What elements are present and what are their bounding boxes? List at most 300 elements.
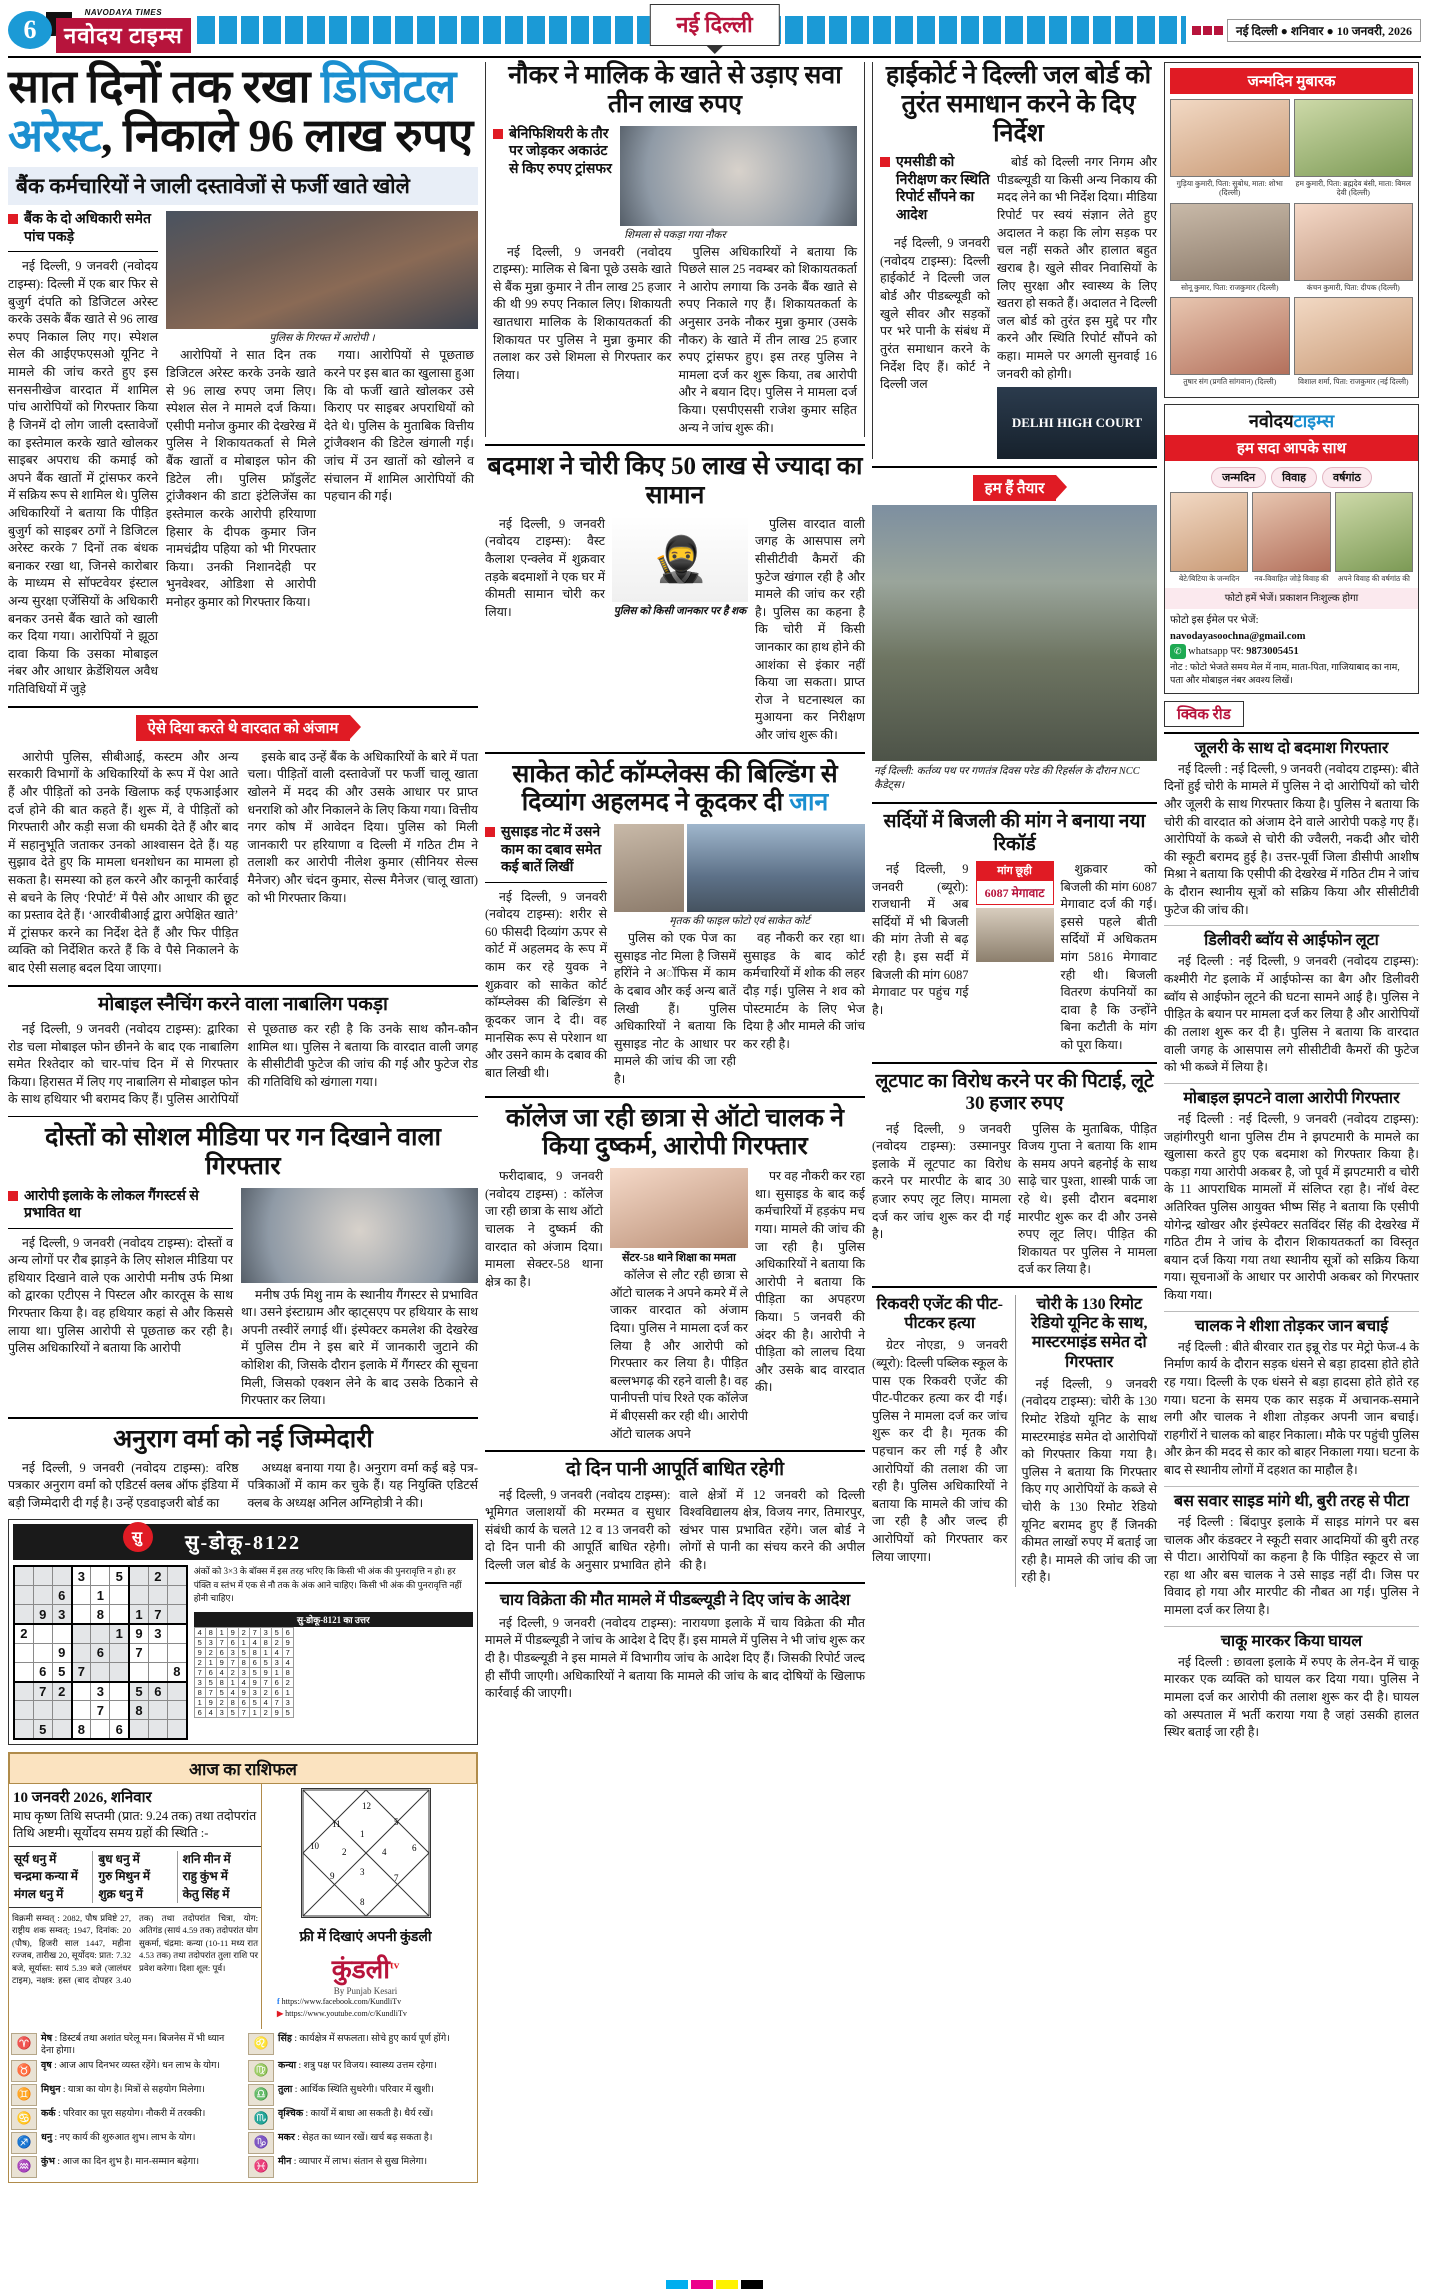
- sudoku-answer-cell: 1: [260, 1647, 271, 1657]
- sudoku-cell[interactable]: 8: [72, 1720, 91, 1739]
- sudoku-cell[interactable]: [168, 1566, 187, 1585]
- svg-text:4: 4: [381, 1847, 386, 1858]
- naukar-photo: [620, 126, 857, 226]
- page-footer: [0, 2274, 1429, 2289]
- sudoku-cell[interactable]: 8: [91, 1605, 110, 1624]
- power-col2: शुक्रवार को बिजली की मांग 6087 मेगावाट दर्ज की गई। इससे पहले बीती सर्दियों में अधिकतम मांग 5816 मेगावाट रही थी। बिजली वितरण कंपनियों का दावा है कि उन्होंने बिना कटौती के मांग को पूरा किया।: [1060, 861, 1157, 1053]
- column-b: [485, 62, 865, 2183]
- planets-col-2: [93, 1851, 177, 1903]
- sudoku-answer-cell: 8: [238, 1657, 249, 1667]
- sudoku-cell[interactable]: [168, 1643, 187, 1662]
- sudoku-cell[interactable]: 3: [72, 1566, 91, 1585]
- sudoku-cell[interactable]: [129, 1586, 148, 1605]
- quickread-items: [1164, 739, 1419, 1742]
- recovery-story: [872, 1295, 1008, 1587]
- svg-text:6: 6: [411, 1843, 416, 1854]
- planet-mangal: मंगल धनु में: [14, 1886, 64, 1901]
- sudoku-cell[interactable]: [14, 1586, 33, 1605]
- sudoku-cell[interactable]: [148, 1643, 167, 1662]
- sudoku-cell[interactable]: [14, 1566, 33, 1585]
- horoscope-band: आज का राशिफल: [9, 1753, 477, 1784]
- navodaya-ad[interactable]: [1164, 404, 1419, 694]
- sudoku-cell[interactable]: [33, 1643, 52, 1662]
- sudoku-cell[interactable]: [110, 1586, 129, 1605]
- sudoku-cell[interactable]: 7: [33, 1682, 52, 1701]
- rashi-list: [9, 2029, 477, 2182]
- sudoku-cell[interactable]: [110, 1662, 129, 1681]
- sudoku-cell[interactable]: [148, 1586, 167, 1605]
- sudoku-cell[interactable]: 1: [110, 1624, 129, 1643]
- sudoku-title-text: सु-डोकू-8122: [184, 1532, 302, 1555]
- lead-story: [8, 62, 478, 699]
- sudoku-answer-cell: 5: [249, 1667, 260, 1677]
- pill-birthday[interactable]: जन्मदिन: [1211, 467, 1266, 488]
- pill-wedding[interactable]: विवाह: [1271, 467, 1317, 488]
- parade-story: [872, 475, 1157, 795]
- sudoku-cell[interactable]: 2: [52, 1682, 71, 1701]
- sudoku-answer-cell: 1: [282, 1687, 293, 1697]
- birthday-caption: सोनू कुमार, पिता: राजकुमार (दिल्ली): [1181, 282, 1279, 292]
- sudoku-answer-cell: 6: [249, 1657, 260, 1667]
- sudoku-cell[interactable]: [91, 1662, 110, 1681]
- lead-headline-part2: , निकाले 96 लाख रुपए: [101, 110, 473, 162]
- sudoku-cell[interactable]: [72, 1605, 91, 1624]
- kundli-chart: [301, 1788, 431, 1918]
- sudoku-answer-cell: 7: [216, 1637, 227, 1647]
- saket-headline-blue: जान: [789, 789, 829, 817]
- sudoku-cell[interactable]: 5: [52, 1662, 71, 1681]
- rashi-glyph-icon: ♐: [11, 2132, 37, 2154]
- sudoku-cell[interactable]: [14, 1605, 33, 1624]
- birthday-entry: [1170, 99, 1290, 198]
- hc-photo: DELHI HIGH COURT: [997, 387, 1157, 459]
- color-registration-bar: [0, 2280, 1429, 2289]
- sudoku-cell[interactable]: [148, 1662, 167, 1681]
- sudoku-answer-cell: 5: [238, 1647, 249, 1657]
- planet-rahu: राहु कुंभ में: [182, 1869, 228, 1884]
- sudoku-title: [13, 1524, 473, 1560]
- panchang-left: विक्रमी सम्वत् : 2082, पौष प्रविष्टे 27, राष्ट्रीय शक सम्वत्: 1947, दिनांक: 20 (पौष), हिजरी साल 1447, महीना रज्जब, तारीख 20, सूर्योदय: प्रात: 7.32 बजे, सूर्यास्त: सायं 5.39 बजे (जालंधर टाइम), नक्षत्र: हस्त: [12, 1913, 131, 1986]
- sudoku-cell[interactable]: [110, 1701, 129, 1720]
- quickread-item: [1164, 739, 1419, 920]
- svg-text:2: 2: [341, 1847, 346, 1858]
- sudoku-answer-cell: 4: [260, 1697, 271, 1707]
- sudoku-grid[interactable]: [13, 1565, 188, 1740]
- hc-headline: हाईकोर्ट ने दिल्ली जल बोर्ड को तुरंत समाधान करने के दिए निर्देश: [885, 62, 1152, 147]
- sudoku-cell[interactable]: [33, 1566, 52, 1585]
- ad-thumb-anniv-caption: अपने विवाह की वर्षगांठ की: [1337, 573, 1410, 583]
- planets-col-3: [178, 1851, 261, 1903]
- rashi-glyph-icon: ♉: [11, 2060, 37, 2082]
- sudoku-answer-cell: 8: [249, 1647, 260, 1657]
- loot-story: [872, 1071, 1157, 1279]
- birthday-photo: [1170, 99, 1290, 177]
- sudoku-answer-title: सु-डोकू-8121 का उत्तर: [194, 1612, 473, 1627]
- sudoku-answer-cell: 4: [282, 1657, 293, 1667]
- lead-headline-part1-blue: डिजिटल: [320, 61, 456, 112]
- sudoku-cell[interactable]: [72, 1586, 91, 1605]
- sudoku-cell[interactable]: [14, 1662, 33, 1681]
- sudoku-cell[interactable]: 5: [129, 1682, 148, 1701]
- sudoku-cell[interactable]: [33, 1624, 52, 1643]
- kundli-facebook-url[interactable]: https://www.facebook.com/KundliTv: [281, 1997, 402, 2007]
- sudoku-answer-cell: 3: [271, 1657, 282, 1667]
- saket-kicker: सुसाइड नोट में उसने काम का दबाव समेत कई बातें लिखीं: [485, 824, 607, 883]
- rashi-item: [248, 2060, 475, 2082]
- sudoku-cell[interactable]: [33, 1586, 52, 1605]
- kundli-social[interactable]: [271, 1996, 460, 2020]
- sudoku-cell[interactable]: 7: [129, 1643, 148, 1662]
- howdone-col1: आरोपी पुलिस, सीबीआई, कस्टम और अन्य सरकारी विभागों के अधिकारियों के रूप में पेश आते हैं और पीड़ितों को उनके खिलाफ कई एफआईआर दर्ज होने की बात कहते हैं। शुरू में, वे पीड़ितों को गिरफ्तारी और कड़ी सजा की धमकी देते हैं और बाद में सहानुभूति जताकर उनको आश्वासन देते हैं। यह सुझाव देते हुए कि मामला धनशोधन का मामला हो सकता है। समस्या को हल करने और कानूनी कार्रवाई से बचने के लिए ‘रिपोर्ट’ में पैसे और आधार की छूट का प्रस्ताव देते हैं। ‘आरवीबीआई द्वारा अपेक्षित खाते’ में ट्रांसफर करने का निर्देश देते हैं और फिर पीड़ित व्यक्ति को निर्देशित करते हैं कि वे पैसे निकालने के बाद ऐसी सलाह बदल दिया जाएगा।: [8, 749, 239, 975]
- lead-kicker: बैंक के दो अधिकारी समेत पांच पकड़े: [8, 211, 158, 252]
- saket-headline-text: साकेत कोर्ट कॉम्प्लेक्स की बिल्डिंग से दिव्यांग अहलमद ने कूदकर दी: [512, 760, 838, 817]
- sudoku-cell[interactable]: 8: [168, 1662, 187, 1681]
- horoscope-widget: [8, 1752, 478, 2183]
- student-headline: कॉलेज जा रही छात्रा से ऑटो चालक ने किया दुष्कर्म, आरोपी गिरफ्तार: [505, 1104, 845, 1161]
- sudoku-row: [14, 1662, 187, 1681]
- sudoku-cell[interactable]: [52, 1720, 71, 1739]
- navodaya-ad-red: हम सदा आपके साथ: [1165, 435, 1418, 461]
- rashi-glyph-icon: ♎: [248, 2084, 274, 2106]
- sudoku-cell[interactable]: [33, 1701, 52, 1720]
- birthday-caption: विशाल शर्मा, पिता: राजकुमार (नई दिल्ली): [1297, 377, 1409, 387]
- saket-col3: वह नौकरी कर रहा था। सुसाइड के बाद कोर्ट कर्मचारियों में शोक की लहर दौड़ गई। पुलिस ने शव को पोस्टमार्टम के लिए भेज दिया है और मामले की जांच कर रही है।: [743, 931, 865, 1051]
- sudoku-row: [14, 1701, 187, 1720]
- sudoku-cell[interactable]: 1: [91, 1586, 110, 1605]
- sudoku-cell[interactable]: [14, 1720, 33, 1739]
- rashi-item: [248, 2156, 475, 2178]
- ad-email[interactable]: navodayasoochna@gmail.com: [1170, 630, 1306, 642]
- quickread-section: [1164, 701, 1419, 1742]
- sudoku-answer-cell: 1: [194, 1697, 205, 1707]
- sudoku-answer-cell: 5: [205, 1677, 216, 1687]
- planet-guru: गुरु मिथुन में: [98, 1869, 151, 1884]
- student-story: [485, 1105, 865, 1444]
- rashi-text: मिथुन : यात्रा का योग है। मित्रों से सहयोग मिलेगा।: [41, 2084, 205, 2095]
- sudoku-answer-cell: 8: [216, 1677, 227, 1687]
- sudoku-answer-row: [194, 1627, 293, 1637]
- sudoku-cell[interactable]: 9: [52, 1643, 71, 1662]
- sudoku-cell[interactable]: [148, 1720, 167, 1739]
- sudoku-answer-cell: 8: [205, 1627, 216, 1637]
- sudoku-answer-cell: 2: [282, 1677, 293, 1687]
- rashi-item: [11, 2156, 238, 2178]
- sudoku-answer-cell: 1: [249, 1707, 260, 1717]
- sudoku-widget: [8, 1519, 478, 1745]
- gun-headline: दोस्तों को सोशल मीडिया पर गन दिखाने वाला गिरफ्तार: [45, 1124, 441, 1180]
- sudoku-cell[interactable]: 1: [129, 1605, 148, 1624]
- sudoku-answer-cell: 2: [216, 1697, 227, 1707]
- naukar-col2: पुलिस अधिकारियों ने बताया कि पिछले साल 25 नवम्बर को शिकायतकर्ता ने आरोप लगाया कि उनके बैंक खाते से रुपए निकाले गए हैं। शिकायतकर्ता के अनुसार उनके नौकर मुन्ना कुमार (उसके नौकर) के खाते में तीन लाख 25 हजार रुपए ट्रांसफर हुए। इस तरह पुलिस ने मामला दर्ज कर शुरू किया, तब आरोपी और ने बयान दिए। पुलिस ने मामला दर्ज किया। एसपीएससी राजेश कुमार सहित अन्य ने जांच शुरू की।: [678, 244, 857, 435]
- kundli-logo-text: कुंडली: [331, 1955, 391, 1985]
- sudoku-cell[interactable]: [148, 1701, 167, 1720]
- water-headline: दो दिन पानी आपूर्ति बाधित रहेगी: [565, 1459, 785, 1481]
- kundli-diagram-svg: [302, 1789, 430, 1917]
- ad-whatsapp-number[interactable]: 9873005451: [1246, 645, 1299, 657]
- sudoku-cell[interactable]: 6: [148, 1682, 167, 1701]
- svg-text:11: 11: [331, 1819, 341, 1830]
- column-a: [8, 62, 478, 2183]
- sudoku-answer-cell: 2: [260, 1687, 271, 1697]
- panchang: [9, 1908, 261, 1991]
- gun-kicker: आरोपी इलाके के लोकल गैंगस्टर्स से प्रभावित था: [8, 1188, 233, 1229]
- lead-col2: आरोपियों ने सात दिन तक डिजिटल अरेस्ट करके उनके खाते से 96 लाख रुपए जमा लिए। स्पेशल सेल ने मामले दर्ज किया। एसीपी मनोज कुमार की देखरेख में पुलिस ने शिकायतकर्ता से मिले बैंक खातों व मोबाइल फोन की डिटेल ली। पुलिस फ्रॉडुलेंट ट्रांजैक्शन की डाटा इंटेलिजेंस का इस्तेमाल करके आरोपी हरियाणा हिसार के दीपक कुमार जिन नामचंद्रीय पहिया को भी गिरफ्तार किया। उनकी निशानदेही पर भुनवेश्वर, ओडिशा से आरोपी मनोहर कुमार को गिरफ्तार किया।: [166, 348, 316, 609]
- sudoku-cell[interactable]: [91, 1624, 110, 1643]
- sudoku-answer-cell: 7: [194, 1667, 205, 1677]
- student-col2: कॉलेज से लौट रही छात्रा से ऑटो चालक ने अपने कमरे में ले जाकर वारदात को अंजाम दिया। पुलिस ने मामला दर्ज कर लिया है और आरोपी को गिरफ्तार कर लिया है। पीड़ित बल्लभगढ़ की रहने वाली है। वह पानीपत्ती पांच रिश्ते एक कॉलेज में बीएससी कर रही थी। आरोपी ऑटो चालक अपने: [610, 1268, 748, 1441]
- power-col1: नई दिल्ली, 9 जनवरी (ब्यूरो): राजधानी में अब सर्दियों में भी बिजली की मांग तेजी से बढ़ रही है। इस सर्दी में बिजली की मांग 6087 मेगावाट पर पहुंच गई है।: [872, 861, 969, 1017]
- lead-col3: गया। आरोपियों से पूछताछ करने पर इस बात का खुलासा हुआ कि वो फर्जी खाते खोलकर उसे किराए पर साइबर अपराधियों को देते थे। पुलिस के मुताबिक वित्तीय ट्रांजैक्शन की डिटेल खंगाली गई। जांच में उन खातों को खोलने व संचालन में शामिल आरोपियों की पहचान की गई।: [324, 348, 474, 504]
- ad-note-detail: नोट : फोटो भेजते समय मेल में नाम, माता-पिता, गाजियाबाद का नाम, पता और मोबाइल नंबर अवश्य लिखें।: [1170, 663, 1400, 687]
- planets-col-1: [9, 1851, 93, 1903]
- ad-email-label: फोटो इस ईमेल पर भेजें:: [1170, 615, 1259, 627]
- quickread-divider: [1164, 1083, 1419, 1084]
- sudoku-cell[interactable]: 3: [148, 1624, 167, 1643]
- sudoku-cell[interactable]: [72, 1643, 91, 1662]
- saket-col2: पुलिस को एक पेज का सुसाइड नोट मिला है जिसमें हरिोंने ने अॉफिस में काम के दबाव और कई अन्य बातें लिखी हैं। पुलिस अधिकारियों ने बताया कि सुसाइड नोट के आधार पर मामले की जांच की जा रही है।: [614, 931, 736, 1086]
- rashi-text: मेष : डिस्टर्ब तथा अशांत घरेलू मन। बिजनेस में भी ध्यान देना होगा।: [41, 2034, 225, 2057]
- sudoku-cell[interactable]: 7: [72, 1662, 91, 1681]
- sudoku-answer-cell: 1: [238, 1637, 249, 1647]
- ad-thumb-wedding: [1252, 492, 1330, 583]
- quickread-item-headline: बस सवार साइड मांगे थी, बुरी तरह से पीटा: [1173, 1492, 1410, 1510]
- sudoku-cell[interactable]: [72, 1682, 91, 1701]
- sudoku-cell[interactable]: 6: [91, 1643, 110, 1662]
- lead-headline-part2-blue: अरेस्ट: [8, 110, 102, 162]
- power-badge-top: मांग छूही: [976, 861, 1054, 880]
- sudoku-answer-cell: 7: [249, 1627, 260, 1637]
- birthday-box: [1164, 62, 1419, 398]
- sudoku-cell[interactable]: [129, 1662, 148, 1681]
- student-sidebar-title: सेंटर-58 थाने शिक्षा का ममता: [622, 1252, 736, 1265]
- logo-hindi-text: नवोदय टाइम्स: [56, 18, 191, 53]
- saket-story: [485, 761, 865, 1089]
- sudoku-answer-cell: 9: [260, 1667, 271, 1677]
- quickread-divider: [1164, 1311, 1419, 1312]
- student-col3: पर वह नौकरी कर रहा था। सुसाइड के बाद कई कर्मचारियों में हड़कंप मच गया। मामले की जांच की जा रही है। पुलिस अधिकारियों ने बताया कि आरोपी ने बताया कि पीड़िता का अपहरण किया। 5 जनवरी की अंदर की है। आरोपी ने पीड़िता को लालच दिया और उसके बाद वारदात की।: [755, 1169, 865, 1395]
- page-number: 6: [8, 11, 52, 49]
- birthday-entry: [1170, 203, 1290, 292]
- sudoku-cell[interactable]: [72, 1624, 91, 1643]
- rashi-text: कन्या : शत्रु पक्ष पर विजय। स्वास्थ्य उत्तम रहेगा।: [278, 2060, 437, 2071]
- birthday-entry: [1294, 203, 1414, 292]
- sudoku-cell[interactable]: 6: [110, 1720, 129, 1739]
- horoscope-sub: माघ कृष्ण तिथि सप्तमी (प्रात: 9.24 तक) तथा तदोपरांत तिथि अष्टमी। सूर्योदय समय ग्रहों की स्थिति :-: [13, 1809, 257, 1840]
- sudoku-cell[interactable]: [168, 1720, 187, 1739]
- rashi-text: वृश्चिक : कार्यों में बाधा आ सकती है। धैर्य रखें।: [278, 2108, 434, 2119]
- loot-col1: नई दिल्ली, 9 जनवरी (नवोदय टाइम्स): उस्मानपुर इलाके में लूटपाट का विरोध करने पर मारपीट के बाद 30 हजार रुपए लूट लिए। मामला दर्ज कर जांच शुरू कर दी गई है।: [872, 1121, 1011, 1242]
- horoscope-date: 10 जनवरी 2026, शनिवार: [13, 1790, 152, 1807]
- sudoku-cell[interactable]: [129, 1720, 148, 1739]
- radio-headline: चोरी के 130 रिमोट रेडियो यूनिट के साथ, मास्टरमाइंड समेत दो गिरफ्तार: [1030, 1295, 1148, 1371]
- sudoku-answer-cell: 1: [271, 1667, 282, 1677]
- sudoku-cell[interactable]: [14, 1643, 33, 1662]
- sudoku-cell[interactable]: [110, 1605, 129, 1624]
- sudoku-cell[interactable]: 3: [52, 1605, 71, 1624]
- pill-anniversary[interactable]: वर्षगांठ: [1322, 467, 1372, 488]
- sudoku-answer-cell: 7: [238, 1707, 249, 1717]
- sudoku-answer-cell: 4: [205, 1707, 216, 1717]
- sudoku-cell[interactable]: [91, 1566, 110, 1585]
- sudoku-cell[interactable]: 5: [110, 1566, 129, 1585]
- masthead: [8, 6, 1421, 54]
- sudoku-cell[interactable]: 5: [33, 1720, 52, 1739]
- sudoku-cell[interactable]: [91, 1720, 110, 1739]
- rashi-text: वृष : आज आप दिनभर व्यस्त रहेंगे। धन लाभ के योग।: [41, 2060, 221, 2071]
- mobile-snatch-text: नई दिल्ली, 9 जनवरी (नवोदय टाइम्स): द्वारिका रोड चला मोबाइल फोन छीनने के बाद एक नाबालिग समेत रिश्तेदार को चार-पांच दिन में से गिरफ्तार किया। हिरासत में लिए गए नाबालिग से मोबाइल फोन के साथ हथियार भी बरामद किए हैं। पुलिस आरोपियों से पूछताछ कर रही है कि उनके साथ कौन-कौन शामिल था। पुलिस ने बताया कि वारदात वाली जगह के सीसीटीवी फुटेज की जांच की गई और फुटेज रोड की गतिविधि को खंगाला गया।: [8, 1022, 478, 1107]
- sudoku-cell[interactable]: [129, 1566, 148, 1585]
- sudoku-answer-cell: 5: [194, 1637, 205, 1647]
- anurag-col2: अध्यक्ष बनाया गया है। अनुराग वर्मा कई बड़े पत्र-पत्रिकाओं में काम कर चुके हैं। यह नियुक्ति एडिटर्स क्लब के अध्यक्ष अनिल अग्निहोत्री ने की।: [247, 1460, 478, 1510]
- quickread-divider: [1164, 1486, 1419, 1487]
- sudoku-answer-cell: 4: [271, 1647, 282, 1657]
- quickread-item-headline: चालक ने शीशा तोड़कर जान बचाई: [1194, 1317, 1389, 1335]
- kundli-ad[interactable]: [266, 1922, 465, 2025]
- navodaya-ad-title: [1165, 405, 1418, 435]
- quickread-item: [1164, 1632, 1419, 1742]
- badmash-col2: पुलिस वारदात वाली जगह के आसपास लगे सीसीटीवी कैमरों की फुटेज खंगाल रही है और मामले की जांच कर रही है। पुलिस का कहना है कि चोरी में किसी जानकार का हाथ होने की आशंका से इंकार नहीं किया जा सकता। प्राप्त रोज ने घटनास्थल का मुआयना कर निरीक्षण और जांच शुरू की।: [755, 516, 865, 743]
- sudoku-answer-grid: [194, 1627, 294, 1718]
- rashi-item: [11, 2132, 238, 2154]
- youtube-icon: ▶: [277, 2009, 284, 2019]
- quickread-item-text: नई दिल्ली : बिंदापुर इलाके में साइड मांगने पर बस चालक और कंडक्टर ने स्कूटी सवार आदमियों की बुरी तरह से पीटा। आरोपियों का कहना है कि पीड़ित स्कूटर से जा रहा था और बस चालक ने उसे साइड नहीं दी। जिस पर विवाद हो गया और मारपीट की नौबत आ गई। पुलिस ने मामला दर्ज कर लिया है।: [1164, 1514, 1419, 1617]
- tea-story: [485, 1591, 865, 1703]
- sudoku-cell[interactable]: [110, 1643, 129, 1662]
- sudoku-answer-row: [194, 1677, 293, 1687]
- birthday-photo: [1170, 203, 1290, 281]
- sudoku-answer-cell: 4: [216, 1667, 227, 1677]
- sudoku-row: [14, 1566, 187, 1585]
- howdone-col2: इसके बाद उन्हें बैंक के अधिकारियों के बारे में पता चला। पीड़ितों वाली दस्तावेजों पर फर्जी चालू खाता खोलने में मदद की और उसके आधार पर प्राप्त धनराशि को और निकालने के लिए किया गया। वित्तीय नगर कोष में आवेदन दिया। पुलिस को मिली जानकारी पर हरियाणा व दिल्ली में गठित टीम ने तलाशी कर आरोपी नीलेश कुमार (सीनियर सेल्स मैनेजर) और चंदन कुमार, सेल्स मैनेजर (चालू खाता) को भी गिरफ्तार किया।: [247, 749, 478, 905]
- sudoku-cell[interactable]: [168, 1624, 187, 1643]
- birthday-photo: [1170, 297, 1290, 375]
- sudoku-answer-cell: 1: [216, 1627, 227, 1637]
- sudoku-cell[interactable]: [168, 1586, 187, 1605]
- sudoku-cell[interactable]: [72, 1701, 91, 1720]
- sudoku-cell[interactable]: 2: [148, 1566, 167, 1585]
- power-photo: [976, 908, 1054, 962]
- sudoku-answer-cell: 6: [205, 1667, 216, 1677]
- badmash-headline: बदमाश ने चोरी किए 50 लाख से ज्यादा का सामान: [487, 453, 863, 509]
- sudoku-answer-cell: 3: [260, 1627, 271, 1637]
- naukar-kicker: बेनिफिशियरी के तौर पर जोड़कर अकाउंट से किए रुपए ट्रांसफर: [493, 126, 613, 184]
- rashi-glyph-icon: ♍: [248, 2060, 274, 2082]
- birthday-row: [1170, 203, 1413, 292]
- planet-shani: शनि मीन में: [182, 1851, 231, 1866]
- sudoku-row: [14, 1720, 187, 1739]
- sudoku-cell[interactable]: 3: [91, 1682, 110, 1701]
- sudoku-cell[interactable]: 8: [129, 1701, 148, 1720]
- svg-text:12: 12: [361, 1801, 371, 1812]
- sudoku-cell[interactable]: 2: [14, 1624, 33, 1643]
- sudoku-cell[interactable]: 6: [33, 1662, 52, 1681]
- sudoku-answer-cell: 2: [194, 1657, 205, 1667]
- radio-story: [1015, 1295, 1158, 1587]
- birthday-title: जन्मदिन मुबारक: [1170, 68, 1413, 94]
- svg-text:5: 5: [393, 1817, 398, 1828]
- rashi-text: कर्क : परिवार का पूरा सहयोग। नौकरी में तरक्की।: [41, 2108, 206, 2119]
- lead-col1: नई दिल्ली, 9 जनवरी (नवोदय टाइम्स): दिल्ली में एक बार फिर से बुजुर्ग दंपति को डिजिटल अरेस्ट करके उसके बैंक खाते से 96 लाख रुपए निकाल लिए गए। स्पेशल सेल की आईएफएसओ यूनिट ने मामले की जांच करते हुए इस सनसनीखेज वारदात में शामिल पांच आरोपियों को गिरफ्तार किया है जिनमें दो लोग जाली दस्तावेजों का इस्तेमाल करके खाते खोलकर साइबर अपराध की कमाई को अपने बैंक खातों में ट्रांसफर करने में सक्रिय रूप से शामिल थे। पुलिस अधिकारियों ने बताया कि पीड़ित बुजुर्ग को साइबर ठगों ने डिजिटल अरेस्ट करके 7 दिनों तक बंधक बनाकर रखा था, जिनसे कारोबार के माध्यम से सॉफ्टवेयर इंस्टाल अन्य सुरक्षा एजेंसियों के अधिकारी बनकर उनसे बैंक खाते को खाली कर दिया गया। आरोपियों ने झूठा दावा किया कि उसका मोबाइल नंबर और आधार क्रेडेंशियल अवैध गतिविधियों में जुड़े: [8, 259, 158, 697]
- sudoku-answer-cell: 2: [271, 1637, 282, 1647]
- sudoku-answer-cell: 5: [227, 1707, 238, 1717]
- quickread-item-text: नई दिल्ली : नई दिल्ली, 9 जनवरी (नवोदय टाइम्स): बीते दिनों हुई चोरी के मामले में पुलिस ने दो आरोपियों को चोरी और जूलरी के साथ गिरफ्तार किया है। पुलिस ने बताया कि चोरी की वारदात को अंजाम देने वाले आरोपी पकड़े गए हैं। आरोपियों के कब्जे से चोरी की ज्वैलरी, नकदी और चोरी की स्कूटी बरामद हुई है। उत्तर-पूर्वी जिला डीसीपी आशीष मिश्रा ने बताया कि एसीपी की देखरेख में गठित टीम ने जांच के दौरान स्थानीय सूत्रों को सक्रिय किया और सीसीटीवी फुटेज की जांच की।: [1164, 761, 1419, 917]
- column-c: [872, 62, 1157, 2183]
- rashi-item: [11, 2084, 238, 2106]
- sudoku-cell[interactable]: [52, 1624, 71, 1643]
- naukar-headline: नौकर ने मालिक के खाते से उड़ाए सवा तीन लाख रुपए: [508, 62, 842, 118]
- rashi-glyph-icon: ♋: [11, 2108, 37, 2130]
- sudoku-cell[interactable]: 6: [52, 1586, 71, 1605]
- sudoku-answer-cell: 9: [227, 1627, 238, 1637]
- birthday-entry: [1294, 99, 1414, 198]
- tea-text: नई दिल्ली, 9 जनवरी (नवोदय टाइम्स): नारायणा इलाके में चाय विक्रेता की मौत मामले में पीडब्ल्यूडी ने जांच के आदेश दे दिए हैं। इस मामले में पुलिस ने भी जांच शुरू कर दी है। पीडब्ल्यूडी ने इस मामले में विभागीय जांच के आदेश दिए हैं। जिसकी रिपोर्ट जल्द ही सौंपी जाएगी। अधिकारियों ने बताया कि मामले की जांच के बाद दोषियों के खिलाफ कार्रवाई की जाएगी।: [485, 1615, 865, 1701]
- sudoku-answer-cell: 6: [238, 1697, 249, 1707]
- sudoku-cell[interactable]: [52, 1566, 71, 1585]
- sudoku-cell[interactable]: [52, 1701, 71, 1720]
- sudoku-cell[interactable]: 7: [91, 1701, 110, 1720]
- sudoku-answer-cell: 8: [282, 1667, 293, 1677]
- gun-col2: मनीष उर्फ मिशु नाम के स्थानीय गैंगस्टर से प्रभावित था। उसने इंस्टाग्राम और व्हाट्सएप पर हथियार के साथ अपनी तस्वीरें लगाई थीं। इंस्पेक्टर कमलेश की देखरेख में पुलिस टीम ने इस बारे में जानकारी जुटाने की कोशिश की, जिसके दौरान इलाके में गैंगस्टर की सूचना मिली, जिसको एक्शन लेने के बाद उसके ठिकाने से गिरफ्तार कर लिया।: [241, 1287, 478, 1408]
- ad-note: फोटो हमें भेजें। प्रकाशन निःशुल्क होगा: [1165, 588, 1418, 610]
- quickread-item: [1164, 931, 1419, 1076]
- sudoku-cell[interactable]: [168, 1605, 187, 1624]
- quickread-item: [1164, 1317, 1419, 1480]
- sudoku-answer-cell: 7: [271, 1697, 282, 1707]
- sudoku-cell[interactable]: [168, 1682, 187, 1701]
- svg-text:9: 9: [329, 1871, 334, 1882]
- saket-victim-photo: [614, 824, 684, 912]
- water-story: [485, 1459, 865, 1574]
- howdone-story: [8, 715, 478, 978]
- birthday-photo: [1294, 99, 1414, 177]
- sudoku-cell[interactable]: 9: [129, 1624, 148, 1643]
- lead-photo-caption: पुलिस के गिरफ्त में आरोपी ।: [269, 333, 375, 345]
- badmash-story: [485, 453, 865, 744]
- sudoku-answer-row: [194, 1647, 293, 1657]
- sudoku-answer-row: [194, 1697, 293, 1707]
- svg-text:10: 10: [309, 1841, 319, 1852]
- ad-thumb-wedding-caption: नव-विवाहित जोड़े विवाह की: [1254, 573, 1329, 583]
- stripe-decoration-left: [197, 16, 686, 44]
- sudoku-cell[interactable]: [168, 1701, 187, 1720]
- sudoku-answer-cell: 1: [205, 1657, 216, 1667]
- sudoku-answer-cell: 8: [194, 1687, 205, 1697]
- saket-headline: [485, 761, 865, 819]
- sudoku-answer-cell: 1: [227, 1677, 238, 1687]
- sudoku-cell[interactable]: [110, 1682, 129, 1701]
- birthday-caption: कंचन कुमारी, पिता: दीपक (दिल्ली): [1306, 282, 1400, 292]
- rashi-item: [11, 2033, 238, 2058]
- sudoku-answer-cell: 7: [260, 1677, 271, 1687]
- ad-title-part2: टाइम्स: [1293, 410, 1335, 431]
- quickread-item-text: नई दिल्ली : छावला इलाके में रुपए के लेन-देन में चाकू मारकर एक व्यक्ति को घायल कर दिया गया। पुलिस ने मामला दर्ज कर आरोपी की तलाश शुरू कर दी है। घायल को अस्पताल में भर्ती कराया गया है जहां उसकी हालत स्थिर बताई जा रही है।: [1164, 1654, 1419, 1740]
- kundli-youtube-url[interactable]: https://www.youtube.com/c/KundliTv: [285, 2009, 407, 2019]
- gun-col1: नई दिल्ली, 9 जनवरी (नवोदय टाइम्स): दोस्तों व अन्य लोगों पर रौब झाड़ने के लिए सोशल मीडिया पर हथियार दिखाने वाले एक आरोपी मनीष उर्फ मिश्रा को द्वारका एटीएस ने पिस्टल और कारतूस के साथ गिरफ्तार किया है। वह हथियार कहां से और किससे लाया था। पुलिस आरोपी से पूछताछ कर रही है। पुलिस अधिकारियों ने बताया कि आरोपी: [8, 1235, 233, 1356]
- rashi-item: [248, 2108, 475, 2130]
- sudoku-answer-cell: 5: [260, 1657, 271, 1667]
- rashi-glyph-icon: ♊: [11, 2084, 37, 2106]
- sudoku-answer-row: [194, 1707, 293, 1717]
- sudoku-answer-cell: 6: [282, 1627, 293, 1637]
- sudoku-cell[interactable]: 7: [148, 1605, 167, 1624]
- quickread-divider: [1164, 1626, 1419, 1627]
- sudoku-cell[interactable]: [14, 1682, 33, 1701]
- rashi-item: [248, 2132, 475, 2154]
- sudoku-answer-cell: 5: [249, 1697, 260, 1707]
- sudoku-cell[interactable]: 9: [33, 1605, 52, 1624]
- sudoku-cell[interactable]: [14, 1701, 33, 1720]
- birthday-caption: गुड़िया कुमारी, पिता: सुबोध, माता: शोभा (दिल्ली): [1176, 179, 1283, 198]
